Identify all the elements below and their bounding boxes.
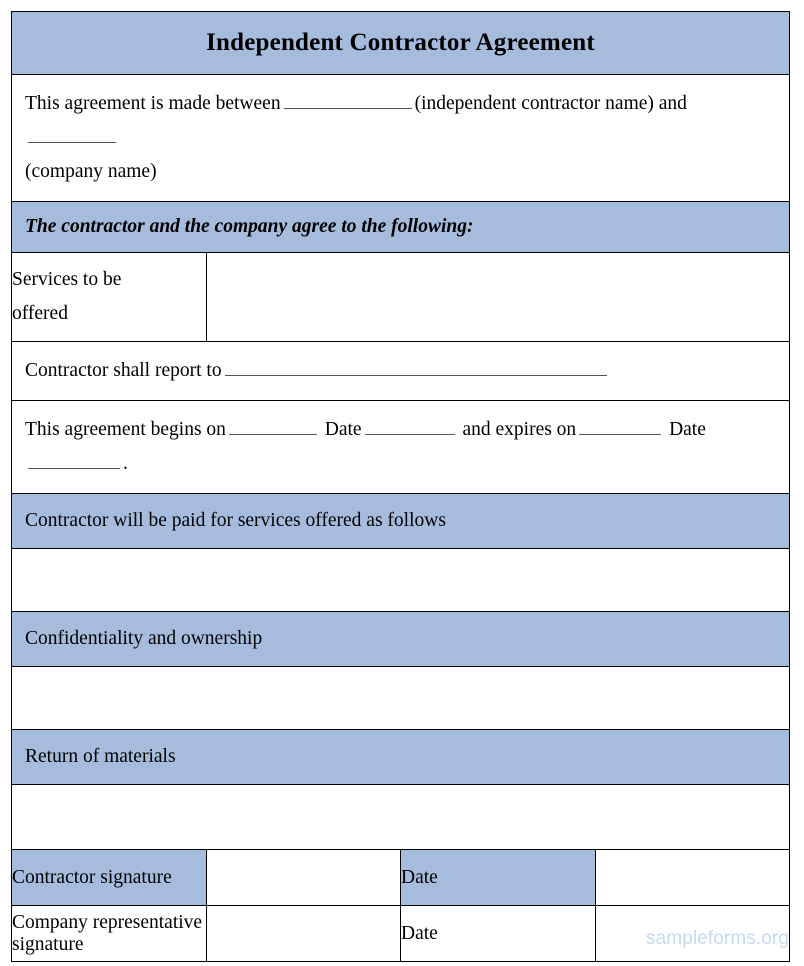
services-value xyxy=(207,287,790,307)
report-to-cell xyxy=(12,342,790,401)
payment-body-value xyxy=(12,570,789,590)
services-input-cell[interactable] xyxy=(206,253,790,342)
company-signature-label-cell xyxy=(12,906,207,962)
agree-heading-text: The contractor and the company agree to the following: xyxy=(25,216,474,237)
term-text-part2: and expires on xyxy=(462,419,577,440)
return-materials-heading-row xyxy=(12,730,790,785)
agree-heading-row xyxy=(12,202,790,253)
intro-paragraph xyxy=(12,75,789,201)
company-date-input-cell[interactable] xyxy=(595,906,790,962)
begin-date-value-blank[interactable] xyxy=(365,417,455,435)
term-paragraph xyxy=(12,401,789,493)
company-signature-label: Company representative signature xyxy=(12,911,203,955)
term-row xyxy=(12,401,790,494)
site-watermark: sampleforms.org xyxy=(646,928,789,949)
return-materials-body-cell[interactable] xyxy=(12,785,790,850)
term-text-part1: This agreement begins on xyxy=(25,419,226,440)
services-label-cell xyxy=(12,253,207,342)
contractor-signature-input-cell[interactable] xyxy=(206,850,401,906)
services-row xyxy=(12,253,790,342)
intro-text-part1: This agreement is made between xyxy=(25,93,281,114)
contractor-date-label-cell xyxy=(401,850,596,906)
return-materials-body-row xyxy=(12,785,790,850)
term-period: . xyxy=(123,453,128,474)
payment-body-row xyxy=(12,549,790,612)
company-signature-value xyxy=(207,924,401,944)
contractor-date-value xyxy=(596,868,790,888)
return-materials-heading-text: Return of materials xyxy=(25,746,176,767)
payment-body-cell[interactable] xyxy=(12,549,790,612)
intro-cell xyxy=(12,75,790,202)
report-to-blank[interactable] xyxy=(225,358,607,376)
page-title: Independent Contractor Agreement xyxy=(206,29,595,57)
expiry-date-blank[interactable] xyxy=(579,417,661,435)
contractor-signature-value xyxy=(207,868,401,888)
begin-date-blank[interactable] xyxy=(229,417,317,435)
contractor-name-blank[interactable] xyxy=(284,91,412,109)
report-to-label: Contractor shall report to xyxy=(25,360,222,381)
confidentiality-heading-text: Confidentiality and ownership xyxy=(25,628,263,649)
contractor-signature-label: Contractor signature xyxy=(12,866,172,888)
company-date-label-cell xyxy=(401,906,596,962)
confidentiality-heading-cell xyxy=(12,612,790,667)
return-materials-body-value xyxy=(12,807,789,827)
services-label-line1: Services to be xyxy=(12,269,122,290)
confidentiality-body-cell[interactable] xyxy=(12,667,790,730)
confidentiality-heading-row xyxy=(12,612,790,667)
intro-text-part2: (independent contractor name) and xyxy=(414,93,687,114)
contractor-date-input-cell[interactable] xyxy=(595,850,790,906)
contractor-date-label: Date xyxy=(401,866,438,888)
services-label-line2: offered xyxy=(12,303,68,324)
company-signature-input-cell[interactable] xyxy=(206,906,401,962)
intro-row xyxy=(12,75,790,202)
company-signature-row xyxy=(12,906,790,962)
company-name-blank[interactable] xyxy=(28,125,116,143)
confidentiality-body-row xyxy=(12,667,790,730)
intro-text-part3: (company name) xyxy=(25,161,157,182)
title-cell xyxy=(12,12,790,75)
confidentiality-body-value xyxy=(12,688,789,708)
title-row xyxy=(12,12,790,75)
begin-date-label: Date xyxy=(324,419,362,440)
company-date-label: Date xyxy=(401,922,438,944)
contractor-agreement-form xyxy=(11,11,790,962)
company-date-value xyxy=(596,924,790,944)
expiry-date-value-blank[interactable] xyxy=(28,451,120,469)
return-materials-heading-cell xyxy=(12,730,790,785)
payment-heading-cell xyxy=(12,494,790,549)
payment-heading-text: Contractor will be paid for services offered as follows xyxy=(25,510,446,531)
term-cell xyxy=(12,401,790,494)
expiry-date-label: Date xyxy=(669,419,706,440)
report-to-paragraph xyxy=(12,342,789,400)
contractor-signature-label-cell xyxy=(12,850,207,906)
contractor-signature-row xyxy=(12,850,790,906)
report-to-row xyxy=(12,342,790,401)
payment-heading-row xyxy=(12,494,790,549)
agree-heading-cell xyxy=(12,202,790,253)
